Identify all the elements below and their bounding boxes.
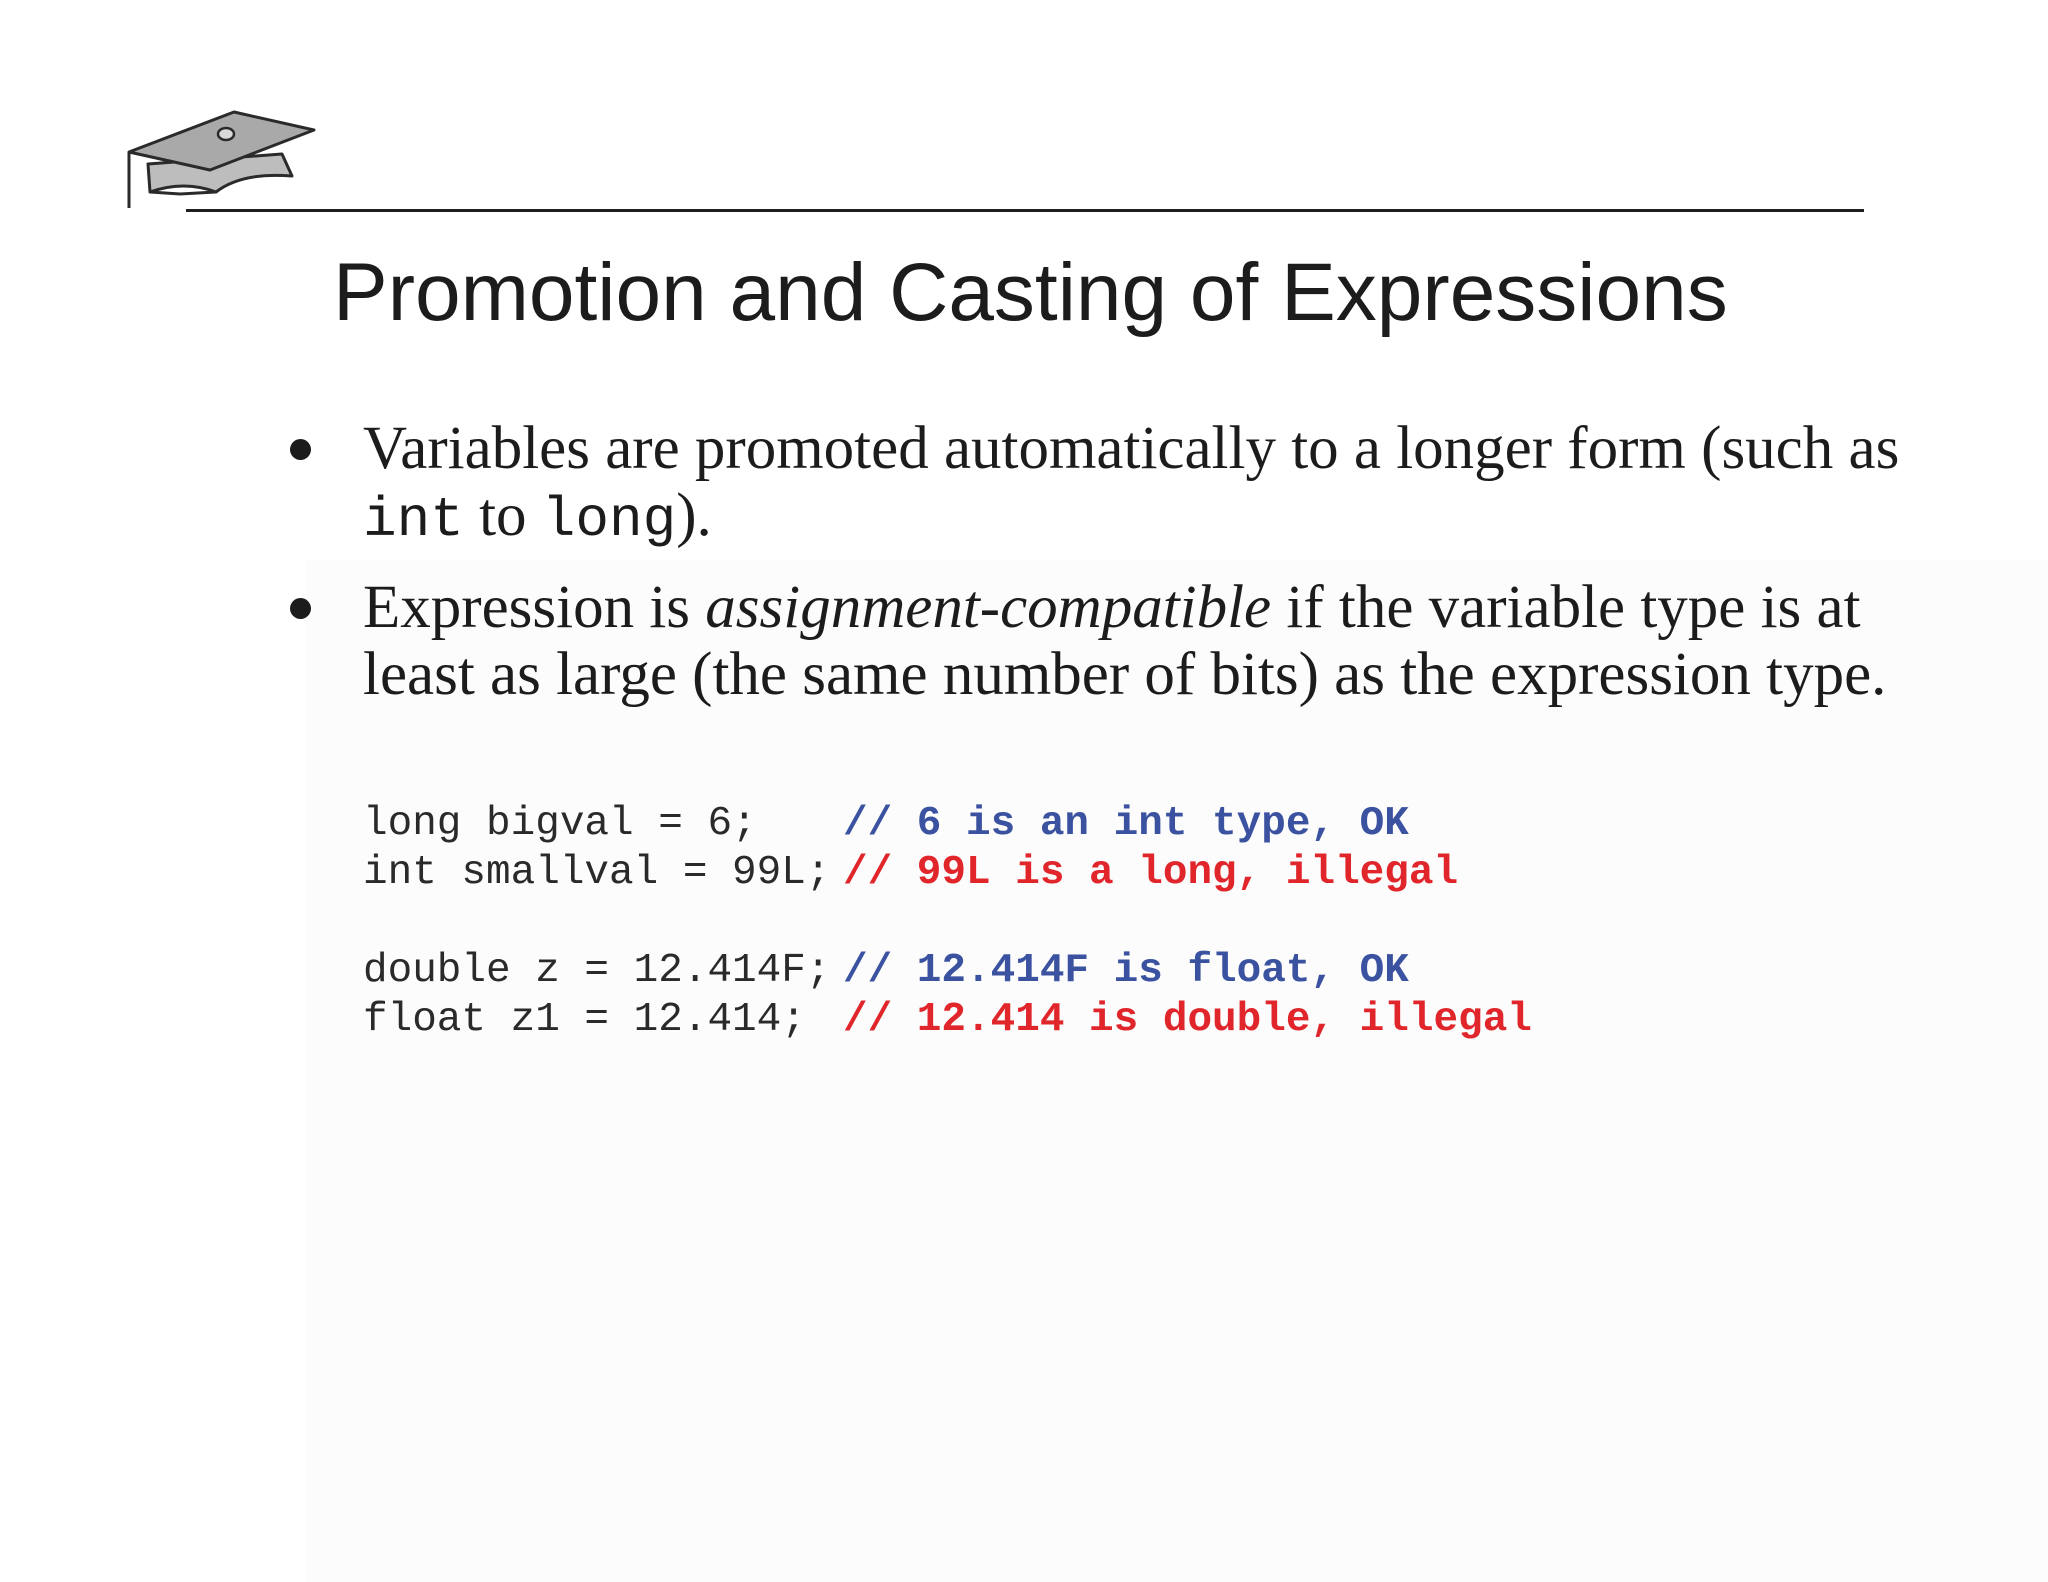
emphasis-text: assignment-compatible [705, 574, 1272, 641]
header-rule [186, 209, 1864, 212]
code-statement: double z = 12.414F; [363, 948, 831, 994]
code-statement: float z1 = 12.414; [363, 997, 806, 1043]
bullet-text: if the variable type is at least as large (the same number of bits) as the expression type. [363, 574, 1887, 708]
code-line [363, 849, 1532, 898]
code-block [363, 800, 1532, 1045]
code-line [363, 947, 1532, 996]
bullet-text: to [463, 482, 542, 549]
inline-code-int: int [363, 488, 464, 552]
code-line [363, 800, 1532, 849]
slide-title: Promotion and Casting of Expressions [333, 247, 1728, 338]
code-comment-ok: // 6 is an int type, OK [843, 801, 1409, 847]
graduation-cap-icon [124, 108, 324, 212]
bullet-text: Variables are promoted automatically to a longer form (such as [363, 415, 1900, 482]
bullet-list [280, 415, 1900, 728]
code-statement: int smallval = 99L; [363, 850, 831, 896]
code-comment-illegal: // 99L is a long, illegal [843, 850, 1459, 896]
inline-code-long: long [541, 488, 677, 552]
bullet-icon [290, 598, 311, 619]
code-comment-ok: // 12.414F is float, OK [843, 948, 1409, 994]
code-line [363, 996, 1532, 1045]
bullet-item-compatibility [280, 574, 1900, 708]
bullet-text: Expression is [363, 574, 706, 641]
bullet-text: ). [676, 482, 712, 549]
code-comment-illegal: // 12.414 is double, illegal [843, 997, 1532, 1043]
bullet-icon [290, 439, 311, 460]
code-statement: long bigval = 6; [363, 801, 757, 847]
bullet-item-promotion [280, 415, 1900, 554]
